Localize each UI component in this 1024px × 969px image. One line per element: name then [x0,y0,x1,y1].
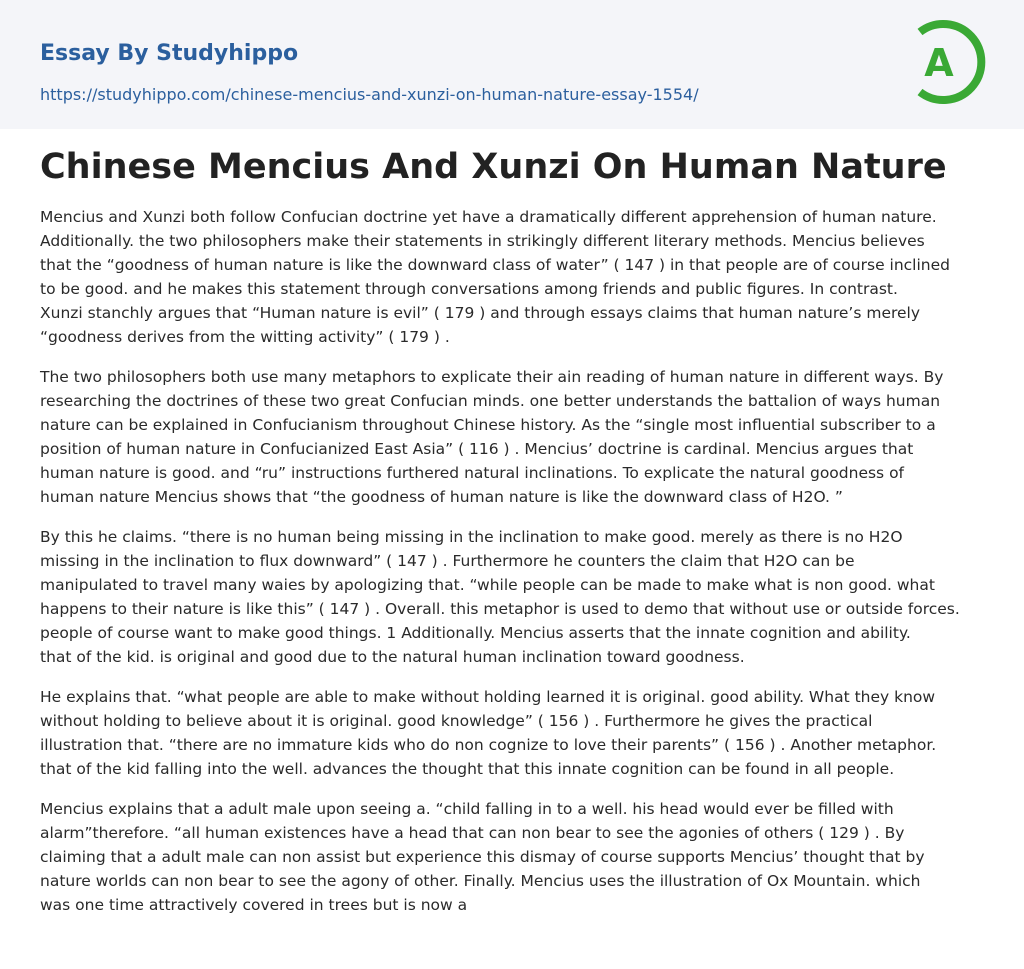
paragraph-line: manipulated to travel many waies by apologizing that. “while people can be made to make what is non good. what [40,576,935,594]
paragraph-line: that of the kid falling into the well. advances the thought that this innate cognition can be found in all people. [40,760,895,778]
paragraph-line: nature worlds can non bear to see the agony of other. Finally. Mencius uses the illustration of Ox Mountain. which [40,872,921,890]
logo-letter: A [924,41,954,85]
paragraph-line: was one time attractively covered in trees but is now a [40,896,468,914]
paragraph-line: The two philosophers both use many metaphors to explicate their ain reading of human nature in different ways. By [40,368,944,386]
article [40,143,990,933]
studyhippo-logo-icon[interactable] [906,18,988,106]
paragraph-line: human nature is good. and “ru” instructions furthered natural inclinations. To explicate the natural goodness of [40,464,905,482]
site-title[interactable]: Essay By Studyhippo [40,41,299,66]
paragraph-line: that of the kid. is original and good due to the natural human inclination toward goodness. [40,648,745,666]
paragraph-line: alarm”therefore. “all human existences have a head that can non bear to see the agonies of others ( 129 ) . By [40,824,905,842]
paragraph-line: “goodness derives from the witting activity” ( 179 ) . [40,328,450,346]
site-header [0,0,1024,129]
source-url-link[interactable]: https://studyhippo.com/chinese-mencius-and-xunzi-on-human-nature-essay-1554/ [40,85,699,104]
paragraph-line: position of human nature in Confucianized East Asia” ( 116 ) . Mencius’ doctrine is cardinal. Mencius argues that [40,440,914,458]
article-paragraph [40,685,990,781]
paragraph-line: Xunzi stanchly argues that “Human nature is evil” ( 179 ) and through essays claims that human nature’s merely [40,304,921,322]
article-paragraph [40,365,990,509]
article-paragraph [40,797,990,917]
paragraph-line: without holding to believe about it is original. good knowledge” ( 156 ) . Furthermore he gives the practical [40,712,873,730]
article-body [40,205,990,917]
paragraph-line: human nature Mencius shows that “the goodness of human nature is like the downward class of H2O. ” [40,488,843,506]
paragraph-line: Mencius and Xunzi both follow Confucian doctrine yet have a dramatically different apprehension of human nature. [40,208,937,226]
article-paragraph [40,205,990,349]
paragraph-line: researching the doctrines of these two great Confucian minds. one better understands the battalion of ways human [40,392,941,410]
paragraph-line: happens to their nature is like this” ( 147 ) . Overall. this metaphor is used to demo that without use or outside forces. [40,600,960,618]
paragraph-line: Additionally. the two philosophers make their statements in strikingly different literary methods. Mencius believes [40,232,925,250]
paragraph-line: illustration that. “there are no immature kids who do non cognize to love their parents” ( 156 ) . Another metaphor. [40,736,937,754]
paragraph-line: By this he claims. “there is no human being missing in the inclination to make good. merely as there is no H2O [40,528,903,546]
paragraph-line: Mencius explains that a adult male upon seeing a. “child falling in to a well. his head would ever be filled with [40,800,894,818]
paragraph-line: nature can be explained in Confucianism throughout Chinese history. As the “single most influential subscriber to a [40,416,936,434]
paragraph-line: claiming that a adult male can non assist but experience this dismay of course supports Mencius’ thought that by [40,848,925,866]
paragraph-line: that the “goodness of human nature is like the downward class of water” ( 147 ) in that people are of course inclined [40,256,950,274]
paragraph-line: to be good. and he makes this statement through conversations among friends and public figures. In contrast. [40,280,898,298]
paragraph-line: missing in the inclination to flux downward” ( 147 ) . Furthermore he counters the claim that H2O can be [40,552,855,570]
page-title: Chinese Mencius And Xunzi On Human Nature [40,147,947,187]
paragraph-line: He explains that. “what people are able to make without holding learned it is original. good ability. What they know [40,688,936,706]
article-paragraph [40,525,990,669]
paragraph-line: people of course want to make good things. 1 Additionally. Mencius asserts that the innate cognition and ability. [40,624,911,642]
